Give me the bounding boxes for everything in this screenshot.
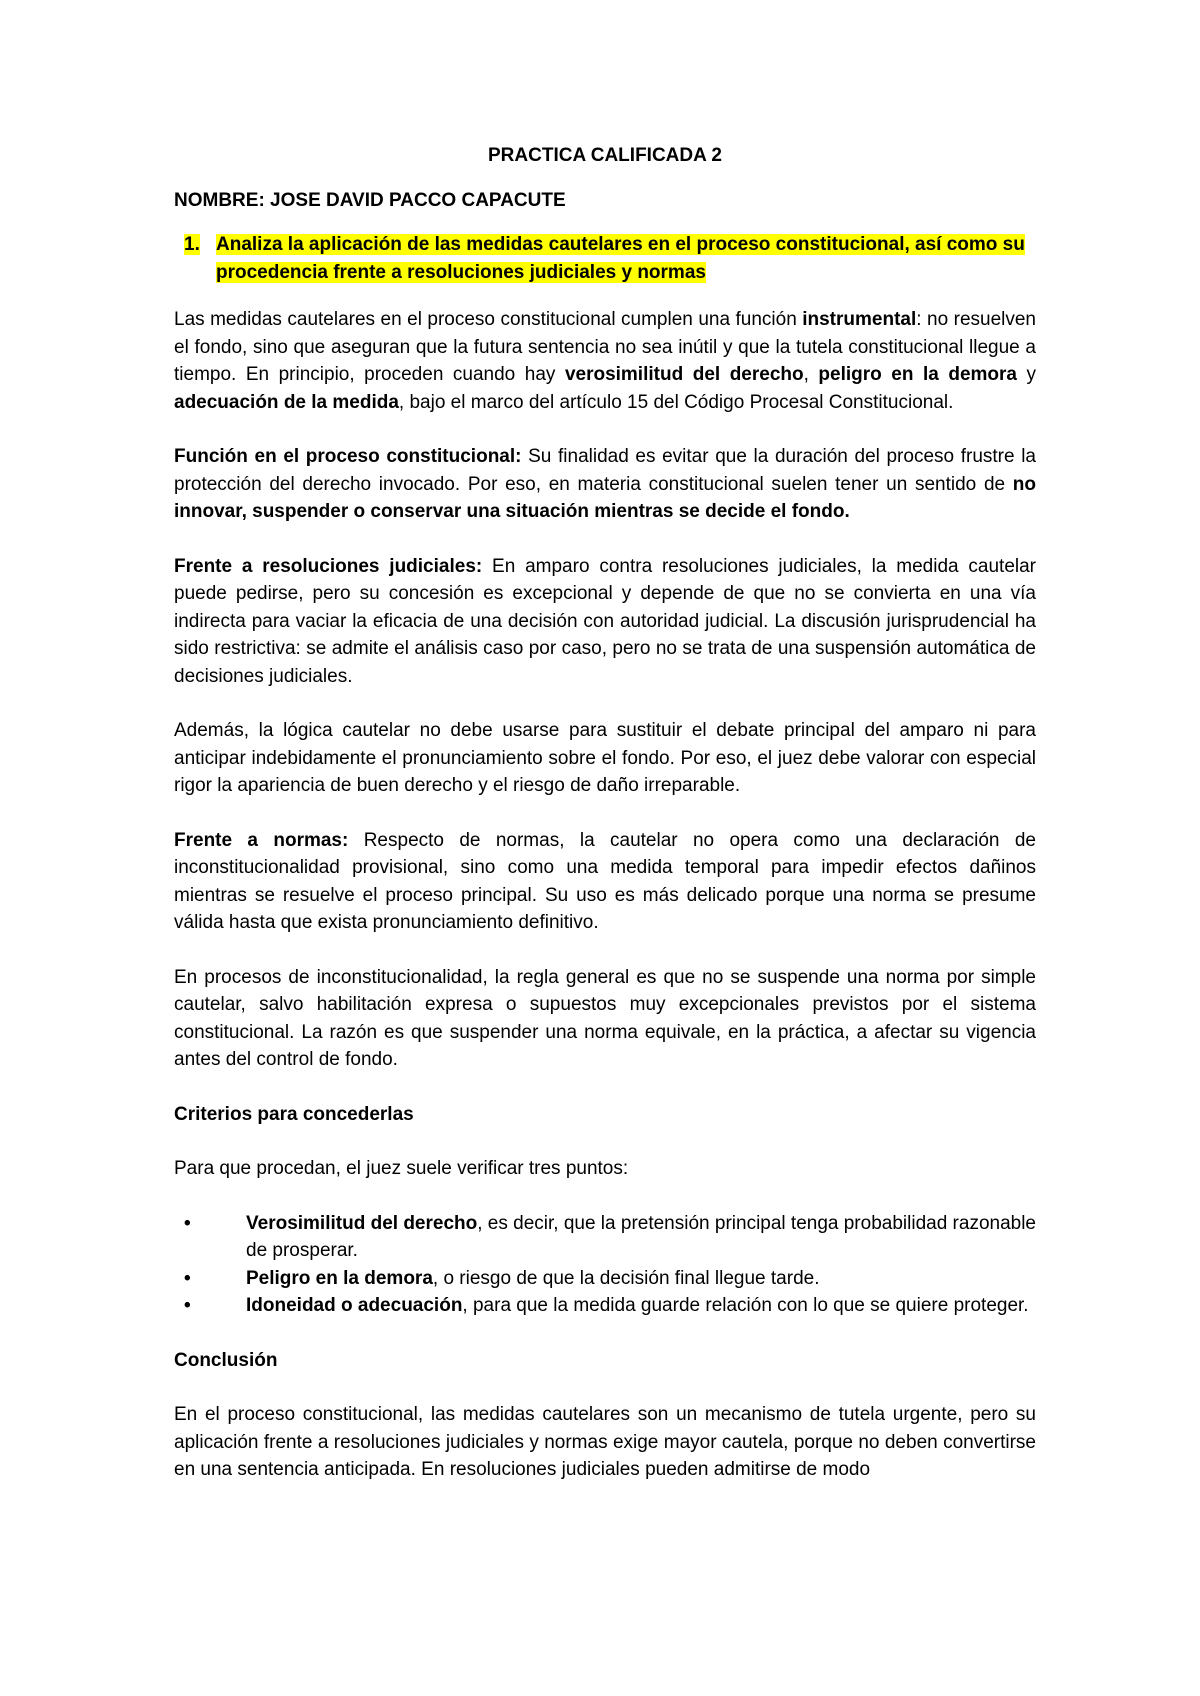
resoluciones-label: Frente a resoluciones judiciales: — [174, 555, 483, 577]
question-1 — [174, 231, 1036, 286]
list-item: • Idoneidad o adecuación, para que la medida guarde relación con lo que se quiere proteger. — [174, 1292, 1036, 1320]
list-item: • Peligro en la demora, o riesgo de que la decisión final llegue tarde. — [174, 1265, 1036, 1293]
intro-paragraph: Las medidas cautelares en el proceso constitucional cumplen una función instrumental: no resuelven el fondo, sino que aseguran que la futura sentencia no sea inútil y que la tutela constitucional llegue a tiempo. En principio, proceden cuando hay verosimilitud del derecho, peligro en la demora y adecuación de la medida, bajo el marco del artículo 15 del Código Procesal Constitucional. — [174, 309, 1037, 413]
question-text: Analiza la aplicación de las medidas cautelares en el proceso constitucional, así como su procedencia frente a resoluciones judiciales y normas — [216, 234, 1025, 283]
ademas-paragraph: Además, la lógica cautelar no debe usarse para sustituir el debate principal del amparo ni para anticipar indebidamente el pronunciamiento sobre el fondo. Por eso, el juez debe valorar con especial rigor la apariencia de buen derecho y el riesgo de daño irreparable. — [174, 720, 1036, 796]
funcion-paragraph: Función en el proceso constitucional: Su finalidad es evitar que la duración del proceso frustre la protección del derecho invocado. Por eso, en materia constitucional suelen tener un sentido de no innovar, suspender o conservar una situación mientras se decide el fondo. — [174, 446, 1036, 522]
inconstitucionalidad-paragraph: En procesos de inconstitucionalidad, la regla general es que no se suspende una norma por simple cautelar, salvo habilitación expresa o supuestos muy excepcionales previstos por el sistema constitucional. La razón es que suspender una norma equivale, en la práctica, a afectar su vigencia antes del control de fondo. — [174, 966, 1036, 1070]
criterios-intro: Para que procedan, el juez suele verificar tres puntos: — [174, 1158, 629, 1179]
conclusion-heading: Conclusión — [174, 1349, 278, 1371]
student-name: NOMBRE: JOSE DAVID PACCO CAPACUTE — [174, 189, 566, 211]
question-number: 1. — [184, 234, 200, 255]
funcion-label: Función en el proceso constitucional: — [174, 446, 522, 467]
bullet-icon: • — [184, 1212, 191, 1234]
resoluciones-paragraph: Frente a resoluciones judiciales: En amparo contra resoluciones judiciales, la medida cautelar puede pedirse, pero su concesión es excepcional y depende de que no se convierta en una vía indirecta para vaciar la eficacia de una decisión con autoridad judicial. La discusión jurisprudencial ha sido restrictiva: se admite el análisis caso por caso, pero no se trata de una suspensión automática de decisiones judiciales. — [174, 555, 1037, 687]
normas-label: Frente a normas: — [174, 829, 349, 851]
document-title: PRACTICA CALIFICADA 2 — [488, 145, 722, 166]
bullet-icon: • — [184, 1267, 191, 1289]
conclusion-paragraph: En el proceso constitucional, las medidas cautelares son un mecanismo de tutela urgente, pero su aplicación frente a resoluciones judiciales y normas exige mayor cautela, porque no deben convertirse en una sentencia anticipada. En resoluciones judiciales pueden admitirse de modo — [174, 1404, 1036, 1480]
list-item: • Verosimilitud del derecho, es decir, que la pretensión principal tenga probabilidad razonable de prosperar. — [174, 1210, 1036, 1265]
normas-paragraph: Frente a normas: Respecto de normas, la cautelar no opera como una declaración de inconstitucionalidad provisional, sino como una medida temporal para impedir efectos dañinos mientras se resuelve el proceso principal. Su uso es más delicado porque una norma se presume válida hasta que exista pronunciamiento definitivo. — [174, 829, 1037, 933]
criterios-heading: Criterios para concederlas — [174, 1103, 414, 1125]
document-body — [174, 142, 1036, 1511]
criterios-list — [174, 1210, 1036, 1320]
bullet-icon: • — [184, 1295, 191, 1316]
